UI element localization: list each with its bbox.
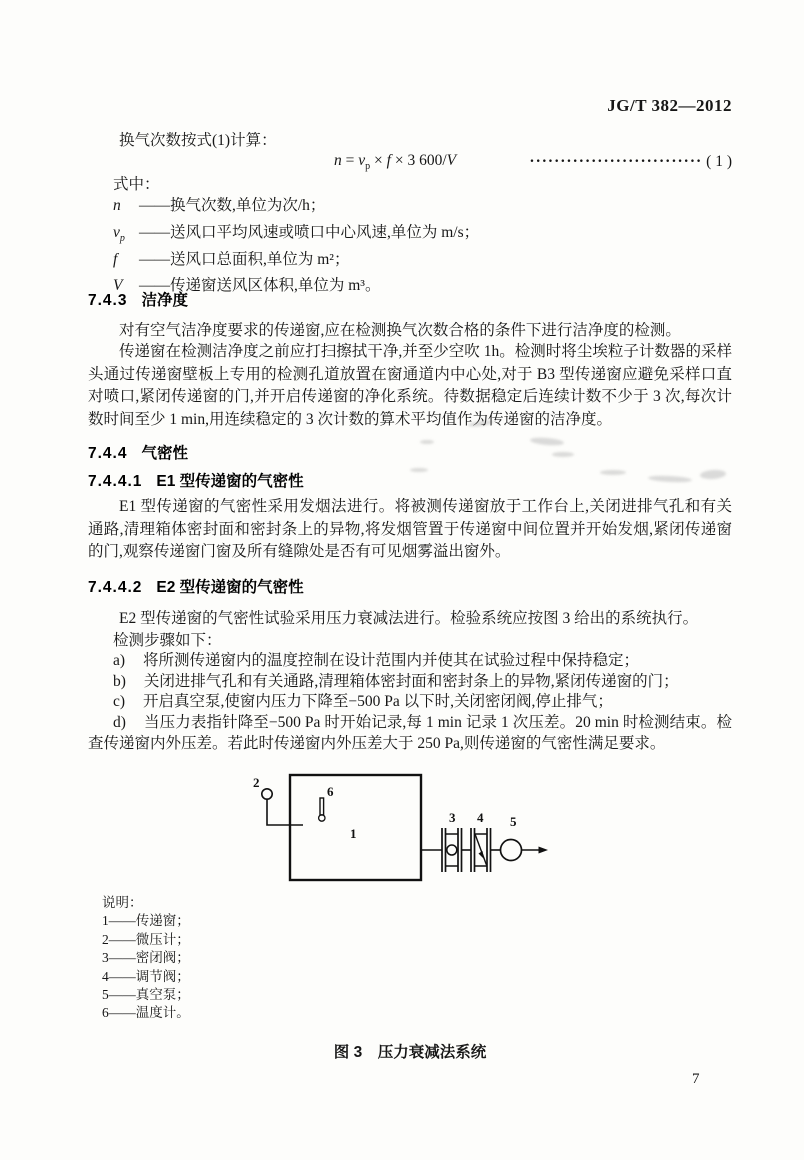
- formula-var-v-subscript: p: [365, 161, 371, 173]
- definition-row: [88, 250, 732, 277]
- thermometer-icon: [320, 798, 324, 815]
- figure-caption: 图 3 压力衰减法系统: [333, 1044, 487, 1061]
- thermometer-bulb: [319, 815, 325, 821]
- step-label: d): [113, 714, 126, 731]
- legend-item: 4——调节阀；: [102, 968, 190, 984]
- figure-legend: [102, 894, 746, 1023]
- definition-row: [88, 223, 732, 250]
- definition-row: [88, 196, 732, 223]
- symbol-description: ——送风口总面积,单位为 m²；: [139, 250, 350, 268]
- step-text: 开启真空泵,使窗内压力下降至−500 Pa 以下时,关闭密闭阀,停止排气；: [143, 693, 613, 710]
- steps-intro: 检测步骤如下：: [113, 632, 222, 649]
- scan-artifact: [420, 440, 434, 444]
- equation-intro: 换气次数按式(1)计算：: [119, 132, 277, 149]
- scan-artifact: [410, 468, 428, 472]
- formula-expression: [334, 152, 456, 172]
- formula-var-v: v: [358, 152, 366, 169]
- section-number: 7.4.4.2: [88, 579, 143, 596]
- label-thermometer: 6: [327, 784, 334, 799]
- legend-item: 5——真空泵；: [102, 987, 190, 1003]
- legend-item: 1——传递窗；: [102, 913, 190, 929]
- figure3-diagram: [228, 762, 558, 892]
- paragraph: E1 型传递窗的气密性采用发烟法进行。将被测传递窗放于工作台上,关闭进排气孔和有关通路,清理箱体密封面和密封条上的异物,将发烟管置于传递窗中间位置并开始发烟,紧闭传递窗的门,观察传递窗门窗及所有缝隙处是否有可见烟雾溢出窗外。: [88, 498, 732, 561]
- section-title: 洁净度: [141, 292, 188, 309]
- step-label: a): [113, 652, 126, 669]
- formula-var-f: f: [386, 152, 391, 169]
- step-item-d: [88, 713, 732, 755]
- equation-number: ( 1 ): [706, 153, 732, 171]
- label-regulating-valve: 4: [477, 810, 484, 825]
- regulating-valve-icon: [471, 828, 491, 872]
- legend-item: 2——微压计；: [102, 931, 190, 947]
- section-number: 7.4.4: [88, 445, 128, 462]
- formula-row: [88, 152, 732, 172]
- step-item-c: [88, 692, 732, 713]
- formula-equals: =: [341, 152, 359, 169]
- symbol: n: [113, 197, 121, 214]
- micromanometer-tube: [267, 800, 303, 826]
- sealing-valve-icon: [442, 828, 462, 872]
- legend-item: 6——温度计。: [102, 1005, 190, 1021]
- formula-constant: 3 600/: [407, 152, 447, 169]
- step-item-b: [88, 672, 732, 693]
- symbol: f: [113, 250, 118, 268]
- flow-arrow-icon: [539, 847, 549, 854]
- step-item-a: [88, 651, 732, 672]
- micromanometer-icon: [262, 789, 272, 799]
- symbol-description: ——送风口平均风速或喷口中心风速,单位为 m/s；: [139, 223, 480, 241]
- formula-var-n: n: [334, 152, 342, 169]
- vacuum-pump-icon: [501, 840, 522, 861]
- symbol: $v_p$: [113, 223, 125, 244]
- step-label: c): [113, 693, 126, 710]
- doc-number-header: JG/T 382—2012: [607, 96, 732, 115]
- legend-title: 说明：: [102, 895, 143, 910]
- symbol-description: ——换气次数,单位为次/h；: [139, 197, 326, 214]
- section-heading-743: [88, 288, 732, 310]
- scan-artifact: [552, 452, 574, 457]
- paragraph: E2 型传递窗的气密性试验采用压力衰减法进行。检验系统应按图 3 给出的系统执行。: [119, 610, 699, 627]
- paragraph: 传递窗在检测洁净度之前应打扫擦拭干净,并至少空吹 1h。检测时将尘埃粒子计数器的采样头通过传递窗壁板上专用的检测孔道放置在窗通道内中心处,对于 B3 型传递窗应避免采样口直对喷口,紧闭传递窗的门,并开启传递窗的净化系统。待数据稳定后连续计数不少于 3 次,每次计数时间至少 1 min,用连续稳定的 3 次计数的算术平均值作为传递窗的洁净度。: [88, 343, 732, 428]
- label-vacuum-pump: 5: [510, 814, 517, 829]
- page-number: 7: [692, 1071, 700, 1087]
- paragraph: 对有空气洁净度要求的传递窗,应在检测换气次数合格的条件下进行洁净度的检测。: [119, 322, 681, 339]
- label-sealing-valve: 3: [449, 810, 456, 825]
- label-transfer-window: 1: [350, 826, 357, 841]
- section-number: 7.4.4.1: [88, 473, 143, 490]
- section-heading-7442: [88, 575, 732, 597]
- symbol-description: ——传递窗送风区体积,单位为 m³。: [139, 277, 381, 295]
- step-text: 将所测传递窗内的温度控制在设计范围内并使其在试验过程中保持稳定；: [143, 652, 640, 669]
- formula-var-V: V: [446, 152, 457, 169]
- section-heading-7441: [88, 469, 732, 491]
- step-text: 关闭进排气孔和有关通路,清理箱体密封面和密封条上的异物,紧闭传递窗的门；: [143, 673, 679, 690]
- section-number: 7.4.3: [88, 292, 128, 309]
- section-title: E2 型传递窗的气密性: [156, 579, 304, 596]
- formula-times: ×: [390, 152, 408, 169]
- step-label: b): [113, 673, 126, 690]
- legend-item: 3——密闭阀；: [102, 950, 190, 966]
- dot-leader: ····························: [529, 153, 703, 171]
- step-text: 当压力表指针降至−500 Pa 时开始记录,每 1 min 记录 1 次压差。20 min 时检测结束。检查传递窗内外压差。若此时传递窗内外压差大于 250 Pa,则传递窗的气密性满足要求。: [88, 714, 732, 752]
- section-title: E1 型传递窗的气密性: [156, 473, 304, 490]
- label-micromanometer: 2: [253, 775, 260, 790]
- scan-artifact: [600, 470, 626, 475]
- section-title: 气密性: [141, 445, 188, 462]
- section-heading-744: [88, 441, 732, 463]
- symbol: V: [113, 277, 123, 295]
- where-label: 式中：: [113, 176, 160, 193]
- formula-times: ×: [370, 152, 387, 169]
